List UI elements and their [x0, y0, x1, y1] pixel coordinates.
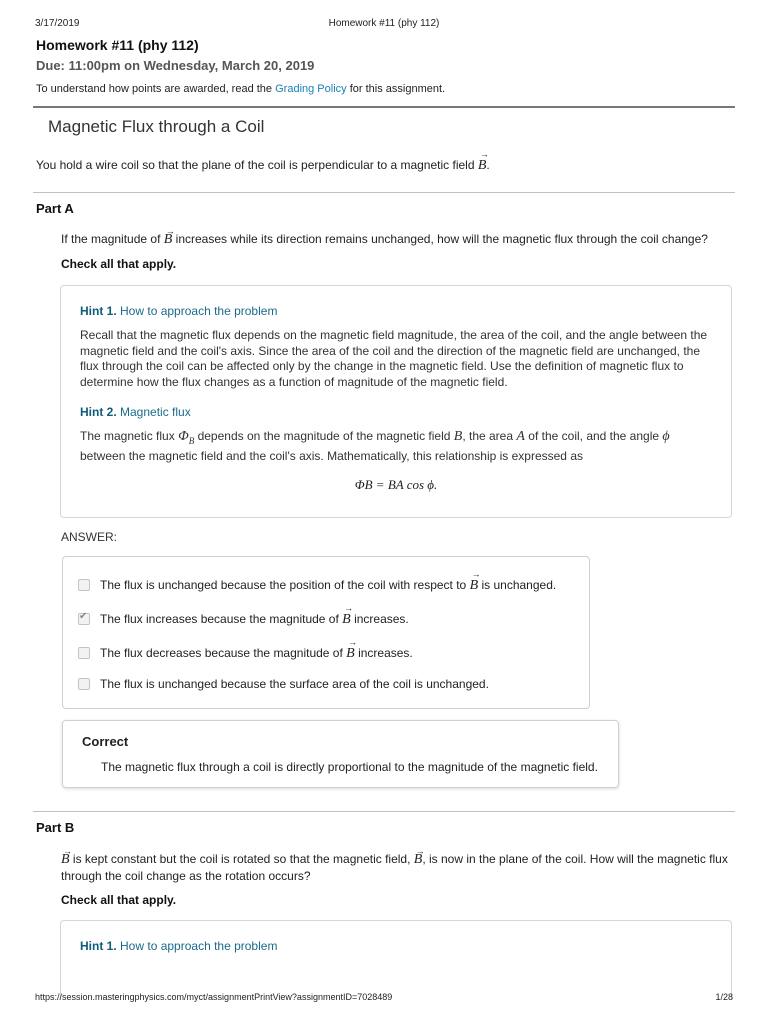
- print-url: https://session.masteringphysics.com/myct/assignmentPrintView?assignmentID=7028489: [35, 992, 393, 1002]
- b-vector-symbol: → B: [346, 646, 355, 662]
- option-4-text: The flux is unchanged because the surface area of the coil is unchanged.: [100, 677, 489, 691]
- feedback-box: [62, 720, 619, 788]
- b-symbol: B: [453, 429, 463, 444]
- a-symbol: A: [516, 429, 525, 444]
- option-1-checkbox[interactable]: [78, 579, 90, 591]
- section-divider: [33, 811, 735, 812]
- hint-2-text-5: between the magnetic field and the coil's axis. Mathematically, this relationship is expressed as: [80, 449, 583, 464]
- print-page-number: 1/28: [715, 992, 733, 1002]
- feedback-text: The magnetic flux through a coil is directly proportional to the magnitude of the magnetic field.: [101, 760, 598, 774]
- b-vector-symbol: → B: [61, 852, 70, 868]
- part-a-question: [61, 231, 732, 248]
- feedback-title: Correct: [82, 734, 129, 749]
- option-2[interactable]: [78, 612, 409, 628]
- part-b-question-1: is kept constant but the coil is rotated so that the magnetic field,: [72, 852, 411, 866]
- b-vector-symbol: → B: [164, 232, 173, 248]
- option-2-checkbox[interactable]: [78, 613, 90, 625]
- flux-formula: ΦB = BA cos ϕ.: [354, 476, 438, 492]
- policy-text-after: for this assignment.: [346, 83, 446, 95]
- option-1-text-after: is unchanged.: [481, 578, 557, 592]
- b-vector-symbol: → B: [478, 158, 487, 174]
- part-b-question: [61, 851, 732, 884]
- option-2-text: The flux increases because the magnitude of: [100, 612, 339, 626]
- intro-text: You hold a wire coil so that the plane of the coil is perpendicular to a magnetic field: [36, 158, 475, 172]
- part-b-check-all: Check all that apply.: [61, 893, 177, 907]
- hint-1-text: Recall that the magnetic flux depends on the magnetic field magnitude, the area of the coil, and the angle between the magnetic field and the coil's axis. Since the area of the coil and the direction of the magnetic field are unchanged, the flux through the coil can be affected only by the change in the magnetic field. Use the definition of magnetic flux to determine how the flux changes as a function of magnitude of the magnetic field.: [80, 328, 708, 389]
- part-b-question-2: , is now in the plane of the coil. How will the magnetic flux through the coil change as the rotation occurs?: [61, 852, 728, 883]
- grading-policy-link[interactable]: Grading Policy: [275, 83, 347, 95]
- hint-1-title: How to approach the problem: [120, 304, 278, 318]
- part-b-label: Part B: [36, 820, 75, 835]
- question-text-before: If the magnitude of: [61, 232, 161, 246]
- hint-2-text-3: , the area: [462, 429, 514, 443]
- grading-policy-note: [36, 83, 445, 95]
- answer-options: [62, 556, 590, 709]
- option-1[interactable]: [78, 578, 556, 594]
- section-divider: [33, 192, 735, 193]
- hint-1-number: Hint 1.: [80, 304, 117, 318]
- hint-2-text-1: The magnetic flux: [80, 429, 175, 443]
- policy-text-before: To understand how points are awarded, read the: [36, 83, 276, 95]
- part-a-label: Part A: [36, 201, 74, 216]
- b-vector-symbol: → B: [414, 852, 423, 868]
- hint-2-text-4: of the coil, and the angle: [528, 429, 660, 443]
- hint-1-number: Hint 1.: [80, 939, 117, 953]
- option-4[interactable]: [78, 677, 489, 691]
- b-vector-symbol: → B: [470, 578, 479, 594]
- hint-2-text: [80, 429, 712, 465]
- hint-2-number: Hint 2.: [80, 405, 117, 419]
- hint-1-header[interactable]: [80, 304, 712, 318]
- part-a-hints: [60, 285, 732, 518]
- part-a-check-all: Check all that apply.: [61, 257, 177, 271]
- question-text-after: increases while its direction remains unchanged, how will the magnetic flux through the coil change?: [175, 232, 708, 246]
- option-3-text: The flux decreases because the magnitude of: [100, 646, 343, 660]
- assignment-due-date: Due: 11:00pm on Wednesday, March 20, 2019: [36, 58, 315, 73]
- option-3-checkbox[interactable]: [78, 647, 90, 659]
- hint-1-title: How to approach the problem: [120, 939, 278, 953]
- print-title: Homework #11 (phy 112): [328, 18, 440, 29]
- option-1-text: The flux is unchanged because the position of the coil with respect to: [100, 578, 467, 592]
- option-3[interactable]: [78, 646, 413, 662]
- answer-label: ANSWER:: [61, 530, 118, 544]
- b-vector-symbol: → B: [342, 612, 351, 628]
- hint-1-header[interactable]: [80, 939, 712, 953]
- problem-title: Magnetic Flux through a Coil: [48, 117, 265, 136]
- hint-2-header[interactable]: [80, 405, 712, 419]
- option-2-text-after: increases.: [354, 612, 409, 626]
- part-b-hints: [60, 920, 732, 1000]
- print-date: 3/17/2019: [35, 18, 80, 29]
- option-3-text-after: increases.: [358, 646, 413, 660]
- option-4-checkbox[interactable]: [78, 678, 90, 690]
- phi-symbol: ϕ: [662, 429, 670, 444]
- hint-2-title: Magnetic flux: [120, 405, 191, 419]
- assignment-title: Homework #11 (phy 112): [36, 37, 199, 53]
- header-divider: [33, 106, 735, 108]
- phi-b-symbol: $\Phi_B$: [178, 429, 195, 446]
- hint-2-text-2: depends on the magnitude of the magnetic field: [197, 429, 451, 443]
- problem-intro: You hold a wire coil so that the plane of the coil is perpendicular to a magnetic field → B.: [36, 158, 490, 174]
